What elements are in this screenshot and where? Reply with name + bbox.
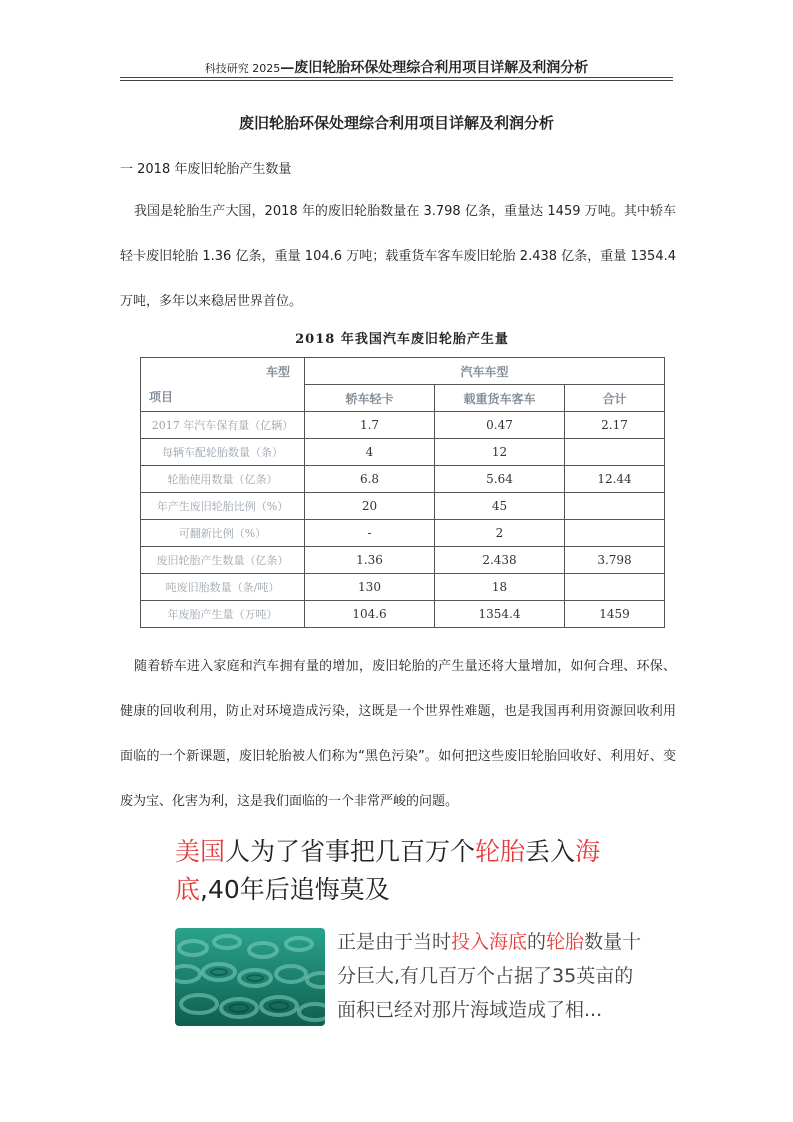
row-label: 可翻新比例（%）: [141, 520, 305, 547]
table-cell: 5.64: [435, 466, 565, 493]
row-label: 轮胎使用数量（亿条）: [141, 466, 305, 493]
news-snippet[interactable]: [337, 925, 647, 1027]
group-header: 汽车车型: [305, 358, 665, 385]
table-row: [141, 601, 665, 628]
table-cell: [565, 520, 665, 547]
table-row: [141, 520, 665, 547]
table-cell: 130: [305, 574, 435, 601]
headline-text: 丢入: [525, 837, 576, 866]
news-thumbnail-image[interactable]: [175, 928, 325, 1026]
table-row: [141, 574, 665, 601]
document-title: 废旧轮胎环保处理综合利用项目详解及利润分析: [238, 114, 554, 132]
row-label: 每辆车配轮胎数量（条）: [141, 439, 305, 466]
header-rule-bottom: [120, 80, 673, 81]
table-cell: [565, 574, 665, 601]
headline-highlight: 轮胎: [475, 837, 526, 866]
header-title: 废旧轮胎环保处理综合利用项目详解及利润分析: [294, 60, 589, 76]
section-heading: 一 2018 年废旧轮胎产生数量: [120, 162, 292, 177]
table-cell: 4: [305, 439, 435, 466]
row-label: 废旧轮胎产生数量（亿条）: [141, 547, 305, 574]
headline-highlight: 海底: [175, 837, 601, 904]
table-cell: -: [305, 520, 435, 547]
table-title: 2018 年我国汽车废旧轮胎产生量: [295, 332, 509, 347]
table-cell: 12.44: [565, 466, 665, 493]
news-headline[interactable]: [175, 833, 655, 909]
row-label: 2017 年汽车保有量（亿辆）: [141, 412, 305, 439]
table-cell: 6.8: [305, 466, 435, 493]
tire-data-table: [140, 357, 665, 628]
table-cell: 20: [305, 493, 435, 520]
table-cell: [565, 493, 665, 520]
table-cell: 1.36: [305, 547, 435, 574]
table-cell: 1354.4: [435, 601, 565, 628]
table-cell: 2.438: [435, 547, 565, 574]
table-row: [141, 466, 665, 493]
column-header: 载重货车客车: [435, 385, 565, 412]
headline-text: ,40年后追悔莫及: [200, 875, 390, 904]
table-cell: 0.47: [435, 412, 565, 439]
table-cell: [565, 439, 665, 466]
header-separator: —: [280, 60, 295, 76]
column-header: 合计: [565, 385, 665, 412]
snippet-text: 正是由于当时: [337, 931, 452, 953]
corner-top-label: 车型: [265, 365, 290, 379]
table-header-row: [141, 358, 665, 385]
tires-underwater-image: [175, 928, 325, 1026]
table-row: [141, 439, 665, 466]
row-label: 年废胎产生量（万吨）: [141, 601, 305, 628]
header-rule-top: [120, 77, 673, 78]
table-cell: 3.798: [565, 547, 665, 574]
snippet-highlight: 投入海底: [451, 931, 528, 953]
paragraph-intro: 我国是轮胎生产大国，2018 年的废旧轮胎数量在 3.798 亿条，重量达 1459 万吨。其中轿车轻卡废旧轮胎 1.36 亿条，重量 104.6 万吨；载重货车客车废旧轮胎 2.438 亿条，重量 1354.4 万吨，多年以来稳居世界首位。: [120, 204, 676, 309]
corner-bottom-label: 项目: [149, 390, 174, 404]
table-row: [141, 547, 665, 574]
column-header: 轿车轻卡: [305, 385, 435, 412]
row-label: 吨废旧胎数量（条/吨）: [141, 574, 305, 601]
snippet-text: 的: [527, 931, 547, 953]
snippet-highlight: 轮胎: [546, 931, 585, 953]
table-row: [141, 412, 665, 439]
headline-highlight: 美国: [175, 837, 226, 866]
headline-text: 人为了省事把几百万个: [225, 837, 476, 866]
table-cell: 2.17: [565, 412, 665, 439]
table-corner-cell: [141, 358, 305, 412]
page-header: [120, 57, 673, 77]
paragraph-recycling: 随着轿车进入家庭和汽车拥有量的增加，废旧轮胎的产生量还将大量增加，如何合理、环保、健康的回收利用，防止对环境造成污染，这既是一个世界性难题，也是我国再利用资源回收利用面临的一个新课题，废旧轮胎被人们称为“黑色污染”。如何把这些废旧轮胎回收好、利用好、变废为宝、化害为利，这是我们面临的一个非常严峻的问题。: [120, 659, 676, 809]
table-cell: 1.7: [305, 412, 435, 439]
table-cell: 1459: [565, 601, 665, 628]
table-row: [141, 493, 665, 520]
table-cell: 45: [435, 493, 565, 520]
table-cell: 18: [435, 574, 565, 601]
snippet-text: 数量十分巨大,有几百万个占据了35英亩的面积已经对那片海域造成了相...: [337, 931, 642, 1021]
row-label: 年产生废旧轮胎比例（%）: [141, 493, 305, 520]
header-prefix: 科技研究 2025: [204, 62, 281, 75]
table-cell: 104.6: [305, 601, 435, 628]
table-cell: 2: [435, 520, 565, 547]
table-cell: 12: [435, 439, 565, 466]
